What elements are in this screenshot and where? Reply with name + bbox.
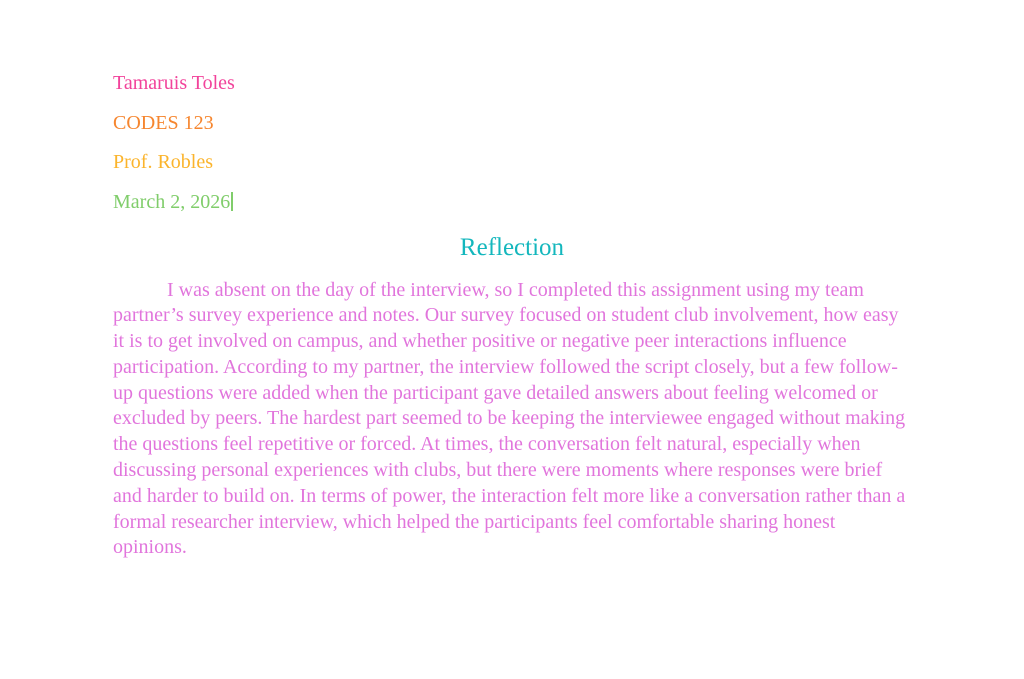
reflection-body-paragraph[interactable]: I was absent on the day of the interview, so I completed this assignment using my team partner’s survey experience and notes. Our survey focused on student club involvement, how easy it is to get involved on campus, and whether positive or negative peer interactions influence participation. According to my partner, the interview followed the script closely, but a few follow-up questions were added when the participant gave detailed answers about feeling welcomed or excluded by peers. The hardest part seemed to be keeping the interviewee engaged without making the questions feel repetitive or forced. At times, the conversation felt natural, especially when discussing personal experiences with clubs, but there were moments where responses were brief and harder to build on. In terms of power, the interaction felt more like a conversation rather than a formal researcher interview, which helped the participants feel comfortable sharing honest opinions. xyxy=(113,278,906,559)
course-code-text: CODES 123 xyxy=(113,111,214,134)
professor-name-text: Prof. Robles xyxy=(113,151,213,173)
date-text: March 2, 2026 xyxy=(113,190,231,213)
document-title[interactable]: Reflection xyxy=(459,233,565,261)
author-name-text: Tamaruis Toles xyxy=(113,72,235,94)
date-line[interactable] xyxy=(113,189,911,215)
text-caret xyxy=(231,192,233,211)
professor-name-line[interactable] xyxy=(113,149,911,175)
author-name-line[interactable] xyxy=(113,70,911,96)
document-content xyxy=(113,70,911,561)
course-code-line[interactable] xyxy=(113,110,911,136)
